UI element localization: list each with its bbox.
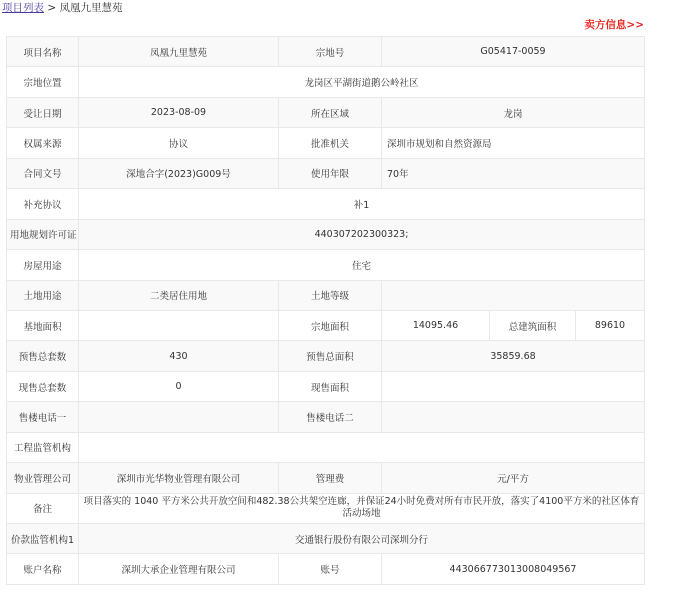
breadcrumb-project-list-link[interactable]: 项目列表 (2, 2, 44, 14)
label-contract-no: 合同文号 (7, 158, 79, 188)
label-mgmt-fee: 管理费 (279, 463, 382, 493)
seller-info-link[interactable]: 卖方信息>> (584, 19, 644, 31)
label-planning-permit: 用地规划许可证 (7, 219, 79, 249)
row-base-area (7, 310, 645, 340)
row-account-name (7, 554, 645, 584)
value-project-name: 凤凰九里慧苑 (79, 37, 279, 67)
label-use-period: 使用年限 (279, 158, 382, 188)
row-spot-units (7, 371, 645, 401)
row-presale-units (7, 341, 645, 371)
label-spot-units: 现售总套数 (7, 371, 79, 401)
label-ownership-source: 权属来源 (7, 128, 79, 158)
label-district: 所在区域 (279, 97, 382, 127)
label-house-use: 房屋用途 (7, 250, 79, 280)
value-land-location: 龙岗区平湖街道鹅公岭社区 (79, 67, 645, 97)
label-supplement: 补充协议 (7, 189, 79, 219)
label-account-no: 账号 (279, 554, 382, 584)
value-presale-units: 430 (79, 341, 279, 371)
value-account-name: 深圳大承企业管理有限公司 (79, 554, 279, 584)
label-approval-authority: 批准机关 (279, 128, 382, 158)
value-sales-phone-2 (382, 402, 645, 432)
project-info-table (6, 36, 645, 585)
value-supervision (79, 432, 645, 462)
label-land-use: 土地用途 (7, 280, 79, 310)
row-remarks (7, 493, 645, 523)
row-transfer-date (7, 97, 645, 127)
label-land-grade: 土地等级 (279, 280, 382, 310)
row-property-mgmt (7, 463, 645, 493)
label-base-area: 基地面积 (7, 310, 79, 340)
row-project-name (7, 37, 645, 67)
value-land-use: 二类居住用地 (79, 280, 279, 310)
value-sales-phone-1 (79, 402, 279, 432)
label-account-name: 账户名称 (7, 554, 79, 584)
value-total-floor-area: 89610 (576, 310, 645, 340)
label-fund-supervisor: 价款监管机构1 (7, 524, 79, 554)
value-spot-area (382, 371, 645, 401)
value-approval-authority: 深圳市规划和自然资源局 (382, 128, 645, 158)
row-supervision (7, 432, 645, 462)
breadcrumb-current: 凤凰九里慧苑 (59, 2, 123, 14)
value-house-use: 住宅 (79, 250, 645, 280)
value-fund-supervisor: 交通银行股份有限公司深圳分行 (79, 524, 645, 554)
row-planning-permit (7, 219, 645, 249)
row-house-use (7, 250, 645, 280)
value-planning-permit: 440307202300323; (79, 219, 645, 249)
label-land-location: 宗地位置 (7, 67, 79, 97)
value-base-area (79, 310, 279, 340)
value-spot-units: 0 (79, 371, 279, 401)
value-contract-no: 深地合字(2023)G009号 (79, 158, 279, 188)
value-ownership-source: 协议 (79, 128, 279, 158)
label-spot-area: 现售面积 (279, 371, 382, 401)
value-land-grade (382, 280, 645, 310)
label-remarks: 备注 (7, 493, 79, 523)
row-fund-supervisor (7, 524, 645, 554)
row-land-location (7, 67, 645, 97)
label-presale-area: 预售总面积 (279, 341, 382, 371)
value-property-mgmt: 深圳市光华物业管理有限公司 (79, 463, 279, 493)
label-total-floor-area: 总建筑面积 (490, 310, 576, 340)
label-sales-phone-2: 售楼电话二 (279, 402, 382, 432)
label-project-name: 项目名称 (7, 37, 79, 67)
value-account-no: 443066773013008049567 (382, 554, 645, 584)
label-property-mgmt: 物业管理公司 (7, 463, 79, 493)
row-supplement (7, 189, 645, 219)
label-presale-units: 预售总套数 (7, 341, 79, 371)
row-land-use (7, 280, 645, 310)
label-supervision: 工程监管机构 (7, 432, 79, 462)
value-presale-area: 35859.68 (382, 341, 645, 371)
value-land-no: G05417-0059 (382, 37, 645, 67)
breadcrumb (2, 1, 123, 15)
label-parcel-area: 宗地面积 (279, 310, 382, 340)
row-sales-phone (7, 402, 645, 432)
label-sales-phone-1: 售楼电话一 (7, 402, 79, 432)
value-transfer-date: 2023-08-09 (79, 97, 279, 127)
value-district: 龙岗 (382, 97, 645, 127)
label-transfer-date: 受让日期 (7, 97, 79, 127)
value-parcel-area: 14095.46 (382, 310, 490, 340)
label-land-no: 宗地号 (279, 37, 382, 67)
value-use-period: 70年 (382, 158, 645, 188)
row-contract-no (7, 158, 645, 188)
value-supplement: 补1 (79, 189, 645, 219)
value-mgmt-fee: 元/平方 (382, 463, 645, 493)
row-ownership-source (7, 128, 645, 158)
value-remarks: 项目落实的 1040 平方米公共开放空间和482.38公共架空连廊，并保证24小时免费对所有市民开放，落实了4100平方米的社区体育活动场地 (79, 493, 645, 523)
breadcrumb-separator: > (47, 2, 57, 14)
